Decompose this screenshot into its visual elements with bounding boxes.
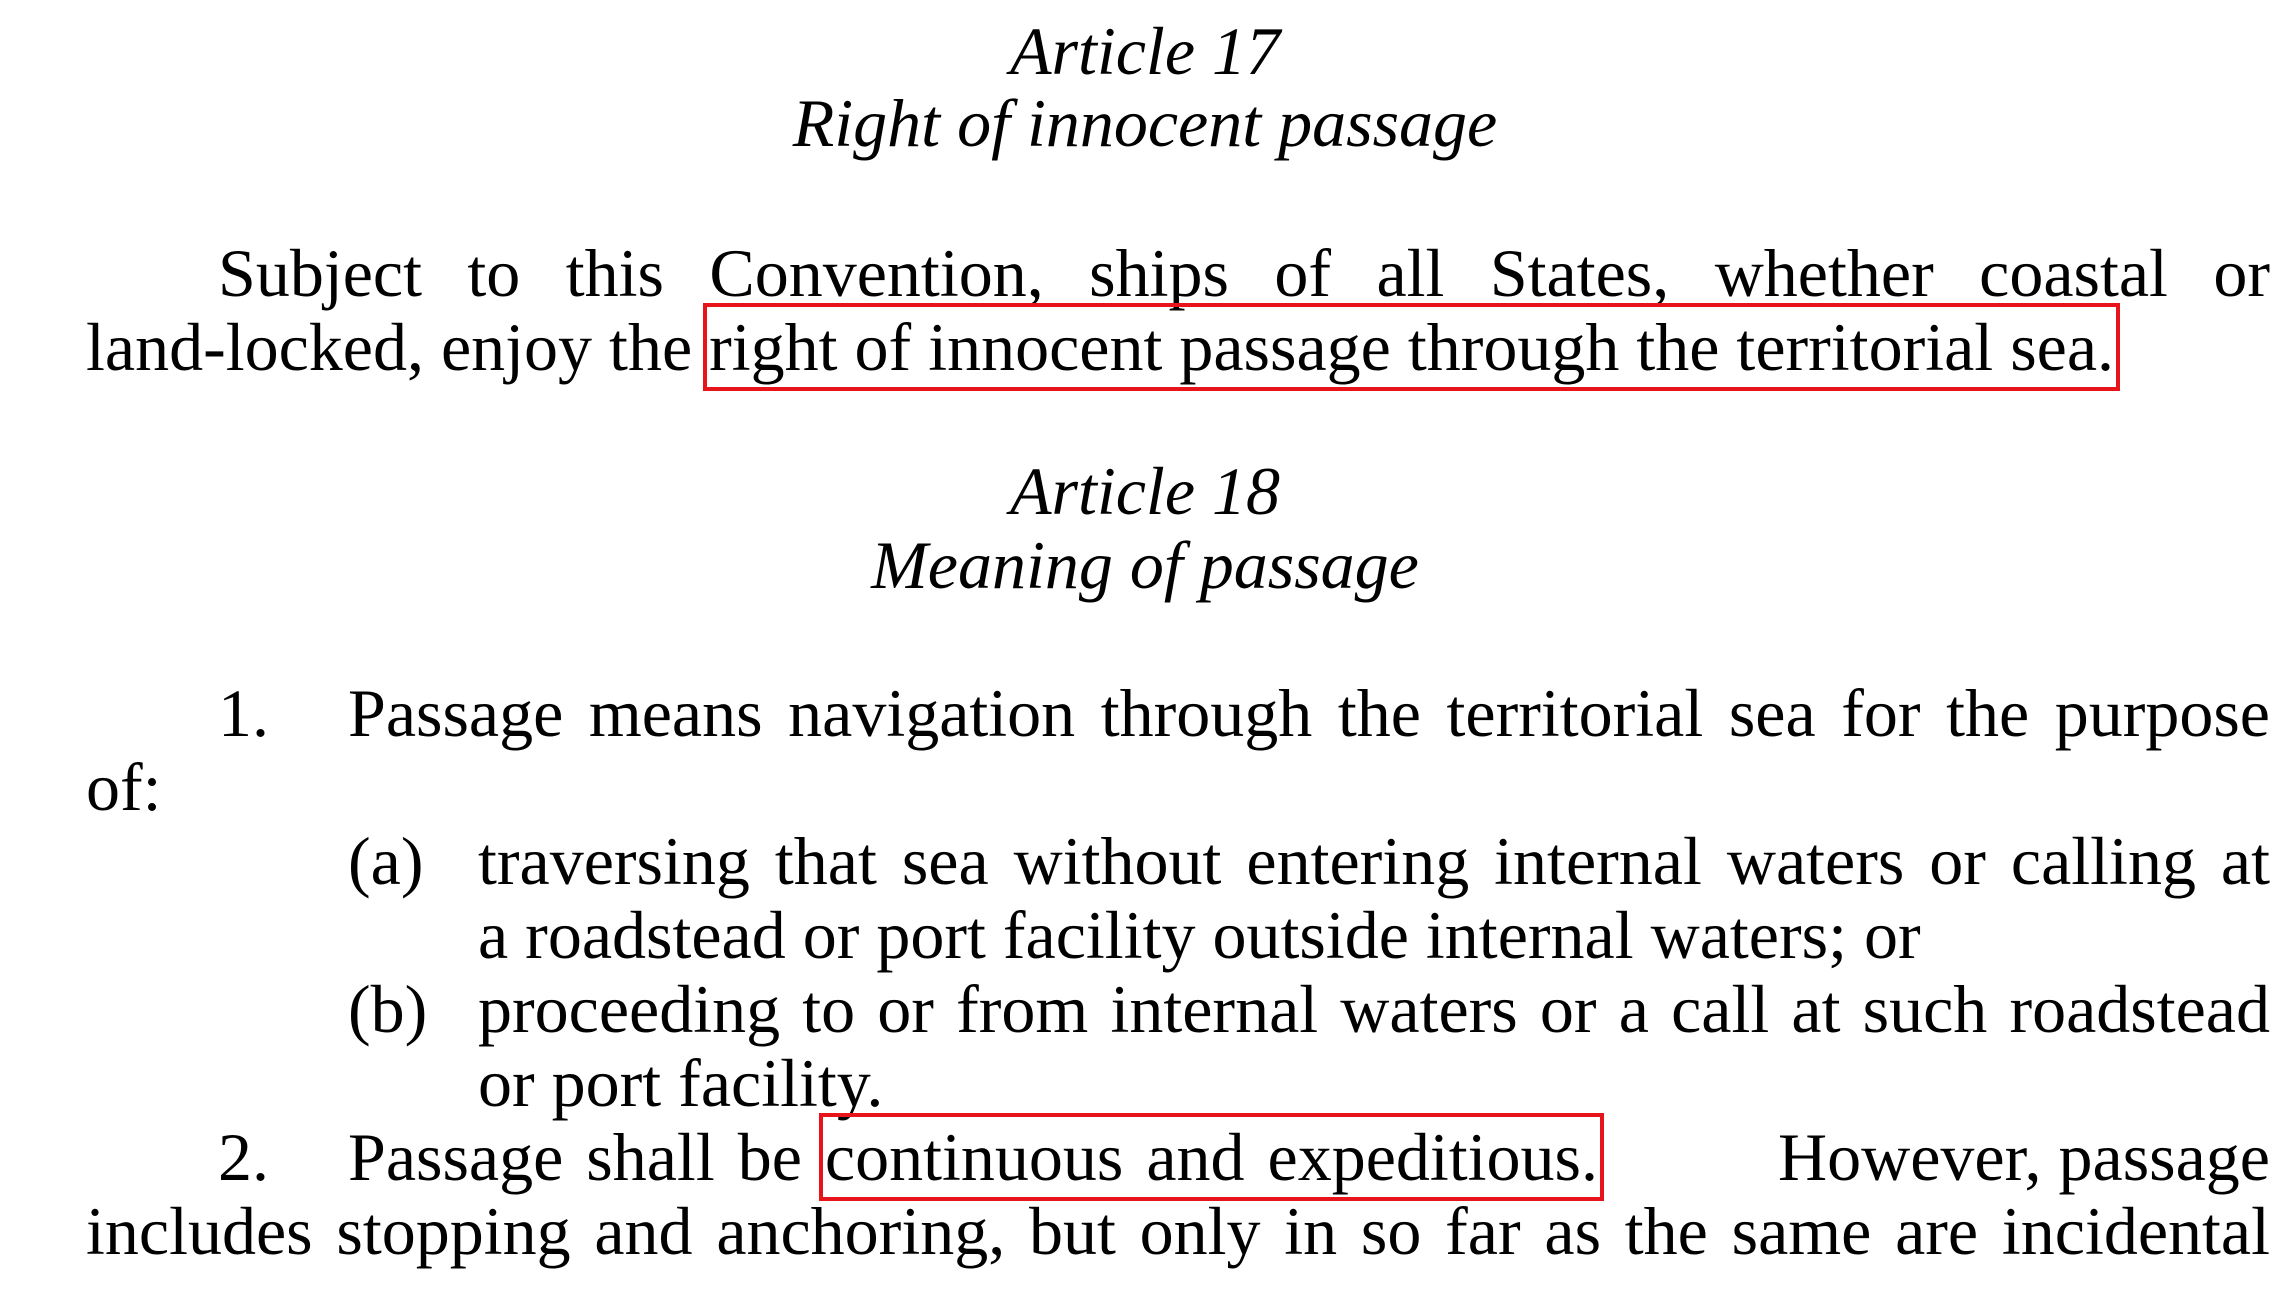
- sub-item-b-line-1: proceeding to or from internal waters or a call at such roadstead: [478, 971, 2270, 1047]
- item-2-number: 2.: [218, 1119, 269, 1195]
- item-2-line-2: includes stopping and anchoring, but only in so far as the same are incidental: [86, 1193, 2270, 1269]
- sub-item-a-line-1: traversing that sea without entering internal waters or calling at: [478, 823, 2270, 899]
- sub-item-b-line-2: or port facility.: [478, 1045, 884, 1121]
- article-17-paragraph-text: land-locked, enjoy the: [86, 309, 710, 385]
- article-17-number: Article 17: [1009, 13, 1281, 89]
- highlight-continuous-and-expeditious: continuous and expeditious.: [824, 1119, 1599, 1195]
- item-2-text-start: Passage shall be continuous and expeditious.: [348, 1119, 1599, 1195]
- sub-item-a-line-2: a roadstead or port facility outside internal waters; or: [478, 897, 1921, 973]
- article-18-number: Article 18: [1009, 453, 1281, 529]
- item-2-line-1: [348, 1120, 2270, 1194]
- highlight-right-of-innocent-passage: right of innocent passage through the territorial sea.: [709, 309, 2115, 385]
- article-17-title: Right of innocent passage: [792, 85, 1498, 161]
- item-1-line-2: of:: [86, 749, 162, 825]
- sub-item-b-label: (b): [348, 971, 428, 1047]
- item-1-number: 1.: [218, 675, 269, 751]
- sub-item-a-label: (a): [348, 823, 424, 899]
- article-17-paragraph-line-2: [86, 310, 2114, 384]
- item-1-line-1: Passage means navigation through the territorial sea for the purpose: [348, 675, 2270, 751]
- article-17-paragraph-line-1: Subject to this Convention, ships of all States, whether coastal or: [218, 235, 2270, 311]
- item-2-text-end: However, passage: [1778, 1119, 2270, 1195]
- article-18-title: Meaning of passage: [871, 527, 1419, 603]
